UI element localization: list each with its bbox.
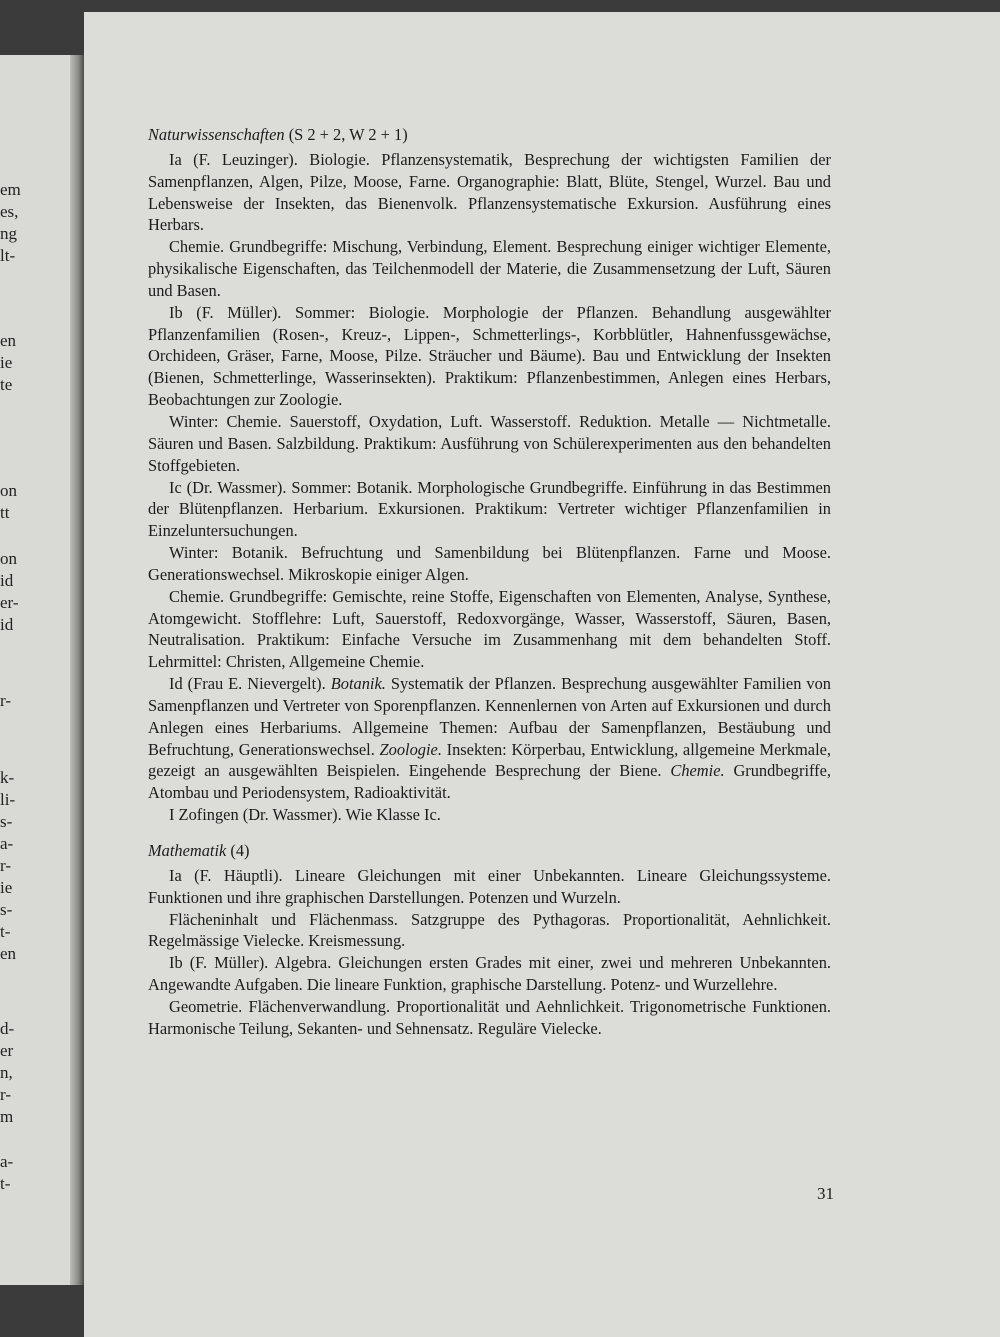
left-fragment: es, (0, 202, 19, 221)
book-gutter (70, 55, 84, 1285)
left-fragment: ie (0, 353, 13, 372)
left-fragment: s- (0, 900, 13, 919)
left-fragment: te (0, 375, 13, 394)
paragraph: Chemie. Grundbegriffe: Gemischte, reine Stoffe, Eigenschaften von Elementen, Analyse, Synthese, Atomgewicht. Stofflehre: Luft, Sauerstoff, Redoxvorgänge, Wasser, Wasserstoff, Säuren, Basen, Neutralisation. Praktikum: Einfache Versuche im Zusammenhang mit dem behandelten Stoff. Lehrmittel: Christen, Allgemeine Chemie. (148, 586, 831, 672)
italic-subject: Zoologie. (379, 739, 442, 759)
section-heading-hours: (4) (226, 841, 250, 860)
section-heading-mathematik (148, 840, 831, 862)
paragraph: Flächeninhalt und Flächenmass. Satzgruppe des Pythagoras. Proportionalität, Aehnlichkeit. Regelmässige Vielecke. Kreismessung. (148, 909, 831, 951)
section-heading-naturwissenschaften (148, 124, 831, 146)
left-fragment: en (0, 331, 17, 350)
left-fragment: t- (0, 922, 11, 941)
left-fragment: d- (0, 1019, 15, 1038)
left-fragment: r- (0, 1085, 11, 1104)
text-run: Id (Frau E. Nievergelt). (169, 674, 331, 694)
section-heading-title: Naturwissenschaften (148, 125, 285, 144)
left-fragment: s- (0, 812, 13, 831)
left-fragment: id (0, 615, 14, 634)
left-fragment: li- (0, 790, 16, 809)
italic-subject: Botanik. (330, 674, 386, 694)
left-fragment: er (0, 1041, 14, 1060)
left-fragment: ie (0, 878, 13, 897)
left-fragment: t- (0, 1174, 11, 1193)
left-fragment: n, (0, 1063, 13, 1082)
paragraph: Ic (Dr. Wassmer). Sommer: Botanik. Morphologische Grundbegriffe. Einführung in das Bestimmen der Blütenpflanzen. Herbarium. Exkursionen. Praktikum: Vertreter wichtiger Pflanzenfamilien in Einzeluntersuchungen. (148, 477, 831, 541)
text-run: Systematik der Pflanzen. Besprechung ausgewählter Familien von Samenpflanzen und Vertreter von Sporenpflanzen. Kennenlernen von Arten auf Exkursionen und durch Anlegen eines Herbariums. Allgemeine Themen: Aufbau der Samenpflanzen, Bestäubung und Befruchtung, Generationswechsel. (148, 674, 831, 759)
paragraph: I Zofingen (Dr. Wassmer). Wie Klasse Ic. (169, 805, 441, 825)
paragraph-id (148, 673, 831, 804)
paragraph: Geometrie. Flächenverwandlung. Proportionalität und Aehnlichkeit. Trigonometrische Funktionen. Harmonische Teilung, Sekanten- und Sehnensatz. Reguläre Vielecke. (148, 996, 831, 1038)
text-run: Grundbegriffe, Atombau und Periodensystem, Radioaktivität. (148, 761, 831, 803)
left-fragment: ng (0, 224, 17, 243)
paragraph: Ia (F. Leuzinger). Biologie. Pflanzensystematik, Besprechung der wichtigsten Familien der Samenpflanzen, Algen, Pilze, Moose, Farne. Organographie: Blatt, Blüte, Stengel, Wurzel. Bau und Lebensweise der Insekten, das Bienenvolk. Pflanzensystematische Exkursion. Ausführung eines Herbars. (148, 149, 831, 235)
left-fragment: m (0, 1107, 14, 1126)
italic-subject: Chemie. (670, 761, 725, 781)
paragraph: Winter: Botanik. Befruchtung und Samenbildung bei Blütenpflanzen. Farne und Moose. Generationswechsel. Mikroskopie einiger Algen. (148, 543, 831, 584)
left-fragment: r- (0, 691, 11, 710)
page-number: 31 (817, 1184, 834, 1203)
page-text-column (148, 124, 831, 1040)
left-fragment: on (0, 549, 17, 568)
left-fragment: lt- (0, 246, 16, 265)
paragraph: Chemie. Grundbegriffe: Mischung, Verbindung, Element. Besprechung einiger wichtiger Elemente, physikalische Eigenschaften, das Teilchenmodell der Materie, die Zusammensetzung der Luft, Säuren und Basen. (148, 237, 831, 300)
paragraph: Ib (F. Müller). Algebra. Gleichungen ersten Grades mit einer, zwei und mehreren Unbekannten. Angewandte Aufgaben. Die lineare Funktion, graphische Darstellung. Potenz- und Wurzellehre. (148, 953, 831, 995)
left-fragment: en (0, 944, 17, 963)
paragraph: Ia (F. Häuptli). Lineare Gleichungen mit einer Unbekannten. Lineare Gleichungssysteme. Funktionen und ihre graphischen Darstellungen. Potenzen und Wurzeln. (148, 865, 831, 907)
left-fragment: a- (0, 1152, 14, 1171)
left-fragment: on (0, 481, 17, 500)
text-run: Insekten: Körperbau, Entwicklung, allgemeine Merkmale, gezeigt an ausgewählten Beispielen. Eingehende Besprechung der Biene. (148, 739, 831, 781)
left-fragment: id (0, 571, 14, 590)
paragraph: Ib (F. Müller). Sommer: Biologie. Morphologie der Pflanzen. Behandlung ausgewählter Pflanzenfamilien (Rosen-, Kreuz-, Lippen-, Schmetterlings-, Korbblütler, Hahnenfussgewächse, Orchideen, Gräser, Farne, Moose, Pilze. Sträucher und Bäume). Bau und Entwicklung der Insekten (Bienen, Schmetterlinge, Wasserinsekten). Praktikum: Pflanzenbestimmen, Anlegen eines Herbars, Beobachtungen zur Zoologie. (148, 302, 831, 410)
left-fragment: r- (0, 856, 11, 875)
left-fragment: tt (0, 503, 10, 522)
paragraph: Winter: Chemie. Sauerstoff, Oxydation, Luft. Wasserstoff. Reduktion. Metalle — Nichtmetalle. Säuren und Basen. Salzbildung. Praktikum: Ausführung von Schülerexperimenten aus den behandelten Stoffgebieten. (148, 411, 831, 475)
left-fragment: k- (0, 768, 15, 787)
left-fragment: em (0, 180, 21, 199)
section-heading-hours: (S 2 + 2, W 2 + 1) (284, 125, 408, 144)
left-fragment: er- (0, 593, 19, 612)
section-heading-title: Mathematik (148, 841, 227, 860)
left-fragment: a- (0, 834, 14, 853)
